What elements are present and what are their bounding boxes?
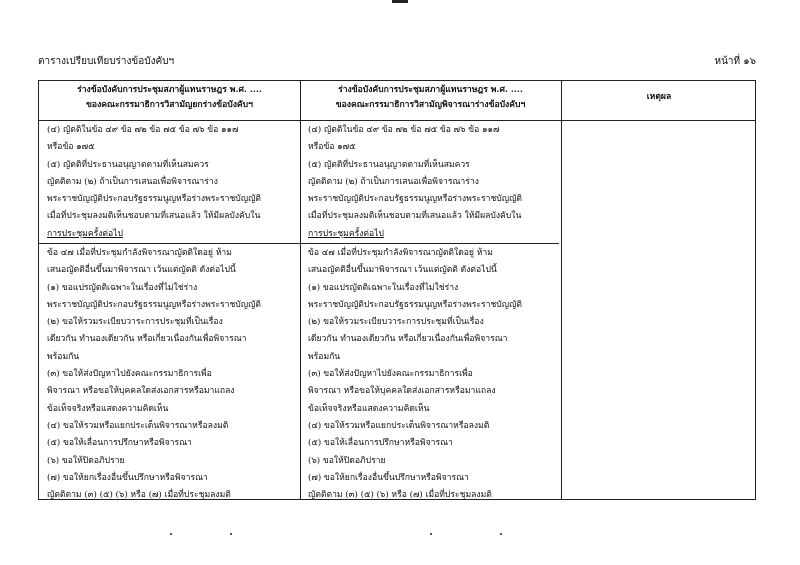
col1-block2: [47, 245, 261, 504]
scan-dot: [230, 533, 232, 535]
text-line: ญัตติตาม (๓) (๕) (๖) หรือ (๗) เมื่อที่ประชุมลงมติ: [308, 490, 492, 501]
text-line: เสนอญัตติอื่นขึ้นมาพิจารณา เว้นแต่ญัตติ ดังต่อไปนี้: [47, 265, 236, 276]
comparison-table: [38, 80, 756, 500]
column-divider: [300, 81, 301, 499]
text-line: พระราชบัญญัติประกอบรัฐธรรมนูญหรือร่างพระราชบัญญัติ: [308, 194, 522, 205]
text-line: เดียวกัน ทำนองเดียวกัน หรือเกี่ยวเนื่องกันเพื่อพิจารณา: [47, 334, 247, 345]
text-line: (๓) ขอให้ส่งปัญหาไปยังคณะกรรมาธิการเพื่อ: [308, 369, 473, 380]
text-line: (๕) ขอให้เลื่อนการปรึกษาหรือพิจารณา: [47, 438, 192, 449]
document-title: ตารางเปรียบเทียบร่างข้อบังคับฯ: [38, 56, 175, 67]
text-line: พระราชบัญญัติประกอบรัฐธรรมนูญหรือร่างพระราชบัญญัติ: [308, 299, 522, 310]
text-line: (๕) ขอให้เลื่อนการปรึกษาหรือพิจารณา: [308, 438, 453, 449]
text-line: การประชุมครั้งต่อไป: [308, 228, 384, 239]
col1-header: [39, 83, 300, 113]
text-line: พร้อมกัน: [47, 351, 80, 362]
text-line: เสนอญัตติอื่นขึ้นมาพิจารณา เว้นแต่ญัตติ ดังต่อไปนี้: [308, 265, 497, 276]
text-line: (๑) ขอแปรญัตติเฉพาะในเรื่องที่ไม่ใช่ร่าง: [308, 282, 459, 293]
text-line: (๖) ขอให้ปิดอภิปราย: [47, 455, 125, 466]
text-line: ข้อเท็จจริงหรือแสดงความคิดเห็น: [308, 403, 430, 414]
text-line: เดียวกัน ทำนองเดียวกัน หรือเกี่ยวเนื่องกันเพื่อพิจารณา: [308, 334, 508, 345]
scan-mark: [392, 0, 408, 3]
text-line: หรือข้อ ๑๗๕: [47, 142, 95, 153]
col2-block1: [308, 122, 522, 243]
text-line: พิจารณา หรือขอให้บุคคลใดส่งเอกสารหรือมาแถลง: [308, 386, 496, 397]
scan-dot: [500, 533, 502, 535]
text-line: (๔) ขอให้รวมหรือแยกประเด็นพิจารณาหรือลงมติ: [47, 420, 229, 431]
text-line: (๖) ขอให้ปิดอภิปราย: [308, 455, 386, 466]
scan-dot: [170, 533, 172, 535]
text-line: (๗) ขอให้ยกเรื่องอื่นขึ้นปรึกษาหรือพิจารณา: [308, 472, 469, 483]
text-line: ข้อ ๔๗ เมื่อที่ประชุมกำลังพิจารณาญัตติใดอยู่ ห้าม: [47, 248, 232, 258]
col1-header-line: ร่างข้อบังคับการประชุมสภาผู้แทนราษฎร พ.ศ. ....: [77, 85, 262, 95]
text-line: พระราชบัญญัติประกอบรัฐธรรมนูญหรือร่างพระราชบัญญัติ: [47, 299, 261, 310]
text-line: พร้อมกัน: [308, 351, 341, 362]
text-line: (๔) ญัตติในข้อ ๔๙ ข้อ ๗๒ ข้อ ๗๕ ข้อ ๗๖ ข้อ ๑๑๗: [47, 125, 239, 135]
col2-header-line: ของคณะกรรมาธิการวิสามัญพิจารณาร่างข้อบังคับฯ: [335, 100, 526, 110]
text-line: เมื่อที่ประชุมลงมติเห็นชอบตามที่เสนอแล้ว ให้มีผลบังคับใน: [47, 211, 261, 222]
text-line: (๓) ขอให้ส่งปัญหาไปยังคณะกรรมาธิการเพื่อ: [47, 369, 212, 380]
text-line: (๔) ญัตติในข้อ ๔๙ ข้อ ๗๒ ข้อ ๗๕ ข้อ ๗๖ ข้อ ๑๑๗: [308, 125, 500, 135]
text-line: (๕) ญัตติที่ประธานอนุญาตตามที่เห็นสมควร: [47, 159, 209, 170]
col1-header-line: ของคณะกรรมาธิการวิสามัญยกร่างข้อบังคับฯ: [86, 100, 253, 110]
text-line: ญัตติตาม (๓) (๕) (๖) หรือ (๗) เมื่อที่ประชุมลงมติ: [47, 490, 231, 501]
text-line: (๒) ขอให้รวมระเบียบวาระการประชุมที่เป็นเรื่อง: [308, 317, 484, 328]
row-divider: [39, 243, 559, 244]
text-line: ญัตติตาม (๒) ถ้าเป็นการเสนอเพื่อพิจารณาร่าง: [308, 176, 479, 187]
scan-dot: [430, 533, 432, 535]
text-line: (๕) ญัตติที่ประธานอนุญาตตามที่เห็นสมควร: [308, 159, 470, 170]
page-number: หน้าที่ ๑๖: [714, 56, 756, 67]
text-line: ข้อเท็จจริงหรือแสดงความคิดเห็น: [47, 403, 169, 414]
header-divider: [39, 120, 755, 121]
col2-header-line: ร่างข้อบังคับการประชุมสภาผู้แทนราษฎร พ.ศ. ....: [338, 85, 523, 95]
text-line: (๒) ขอให้รวมระเบียบวาระการประชุมที่เป็นเรื่อง: [47, 317, 223, 328]
text-line: ญัตติตาม (๒) ถ้าเป็นการเสนอเพื่อพิจารณาร่าง: [47, 176, 218, 187]
text-line: หรือข้อ ๑๗๕: [308, 142, 356, 153]
text-line: (๔) ขอให้รวมหรือแยกประเด็นพิจารณาหรือลงมติ: [308, 420, 490, 431]
text-line: (๑) ขอแปรญัตติเฉพาะในเรื่องที่ไม่ใช่ร่าง: [47, 282, 198, 293]
text-line: การประชุมครั้งต่อไป: [47, 228, 123, 239]
page-header: [38, 54, 756, 68]
text-line: พิจารณา หรือขอให้บุคคลใดส่งเอกสารหรือมาแถลง: [47, 386, 235, 397]
col1-block1: [47, 122, 261, 243]
text-line: ข้อ ๔๗ เมื่อที่ประชุมกำลังพิจารณาญัตติใดอยู่ ห้าม: [308, 248, 493, 258]
text-line: พระราชบัญญัติประกอบรัฐธรรมนูญหรือร่างพระราชบัญญัติ: [47, 194, 261, 205]
col2-block2: [308, 245, 522, 504]
col3-header: เหตุผล: [646, 92, 672, 102]
col2-header: [300, 83, 561, 113]
column-divider: [561, 81, 562, 499]
text-line: (๗) ขอให้ยกเรื่องอื่นขึ้นปรึกษาหรือพิจารณา: [47, 472, 208, 483]
text-line: เมื่อที่ประชุมลงมติเห็นชอบตามที่เสนอแล้ว ให้มีผลบังคับใน: [308, 211, 522, 222]
